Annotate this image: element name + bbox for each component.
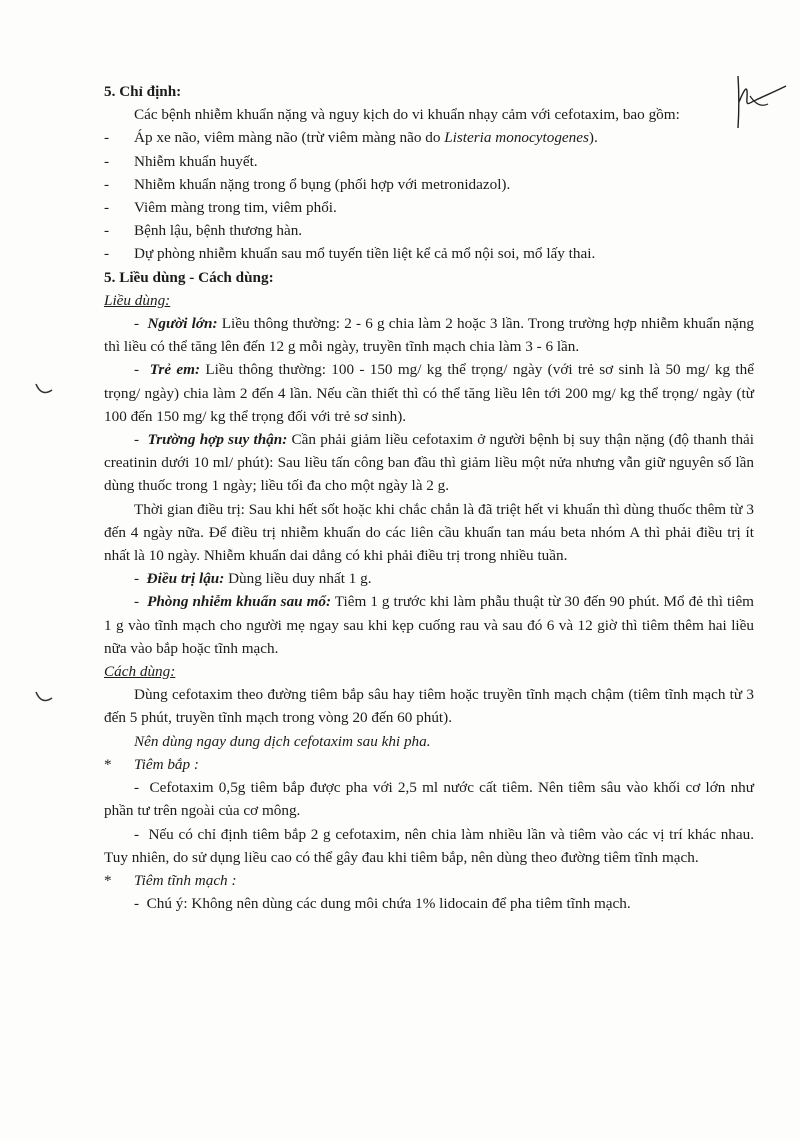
binder-mark: [34, 690, 54, 704]
prophylaxis-label: Phòng nhiễm khuẩn sau mổ:: [147, 593, 332, 611]
gonorrhea-label: Điều trị lậu:: [146, 570, 225, 588]
indication-intro: Các bệnh nhiễm khuẩn nặng và nguy kịch do vi khuẩn nhạy cảm với cefotaxim, bao gồm:: [134, 106, 680, 124]
list-dash: -: [104, 222, 110, 240]
list-item: - Áp xe não, viêm màng não (trừ viêm màng não do Listeria monocytogenes).: [104, 126, 754, 149]
adult-dose-paragraph: - Người lớn: Liều thông thường: 2 - 6 g chia làm 2 hoặc 3 lần. Trong trường hợp nhiễm khuẩn nặng thì liều có thể tăng lên đến 12 g mỗi ngày, truyền tĩnh mạch chia làm 3 - 6 lần.: [104, 315, 755, 356]
im-heading: * Tiêm bắp :: [104, 753, 754, 776]
binder-mark: [34, 382, 54, 396]
indication-heading: 5. Chỉ định:: [104, 83, 182, 100]
organism-name: Listeria monocytogenes: [444, 129, 589, 147]
list-item: - Nhiễm khuẩn nặng trong ổ bụng (phối hợp với metronidazol).: [104, 173, 754, 196]
list-dash: -: [104, 175, 110, 193]
administration-paragraph: Dùng cefotaxim theo đường tiêm bắp sâu hay tiêm hoặc truyền tĩnh mạch chậm (tiêm tĩnh mạch từ 3 đến 5 phút, truyền tĩnh mạch trong vòng 20 đến 60 phút).: [104, 686, 754, 727]
adult-label: Người lớn:: [147, 315, 218, 333]
list-item: - Bệnh lậu, bệnh thương hàn.: [104, 219, 754, 242]
dosage-subheading: Liều dùng:: [104, 291, 171, 309]
gonorrhea-paragraph: - Điều trị lậu: Dùng liều duy nhất 1 g.: [134, 570, 372, 588]
list-item: - Nhiễm khuẩn huyết.: [104, 150, 754, 173]
renal-label: Trường hợp suy thận:: [147, 431, 288, 449]
administration-note: Nên dùng ngay dung dịch cefotaxim sau khi pha.: [134, 732, 431, 750]
list-item: - Viêm màng trong tim, viêm phổi.: [104, 196, 754, 219]
duration-paragraph: Thời gian điều trị: Sau khi hết sốt hoặc khi chắc chắn là đã triệt hết vi khuẩn thì dùng thuốc thêm từ 3 đến 4 ngày nữa. Để điều trị nhiễm khuẩn do các liên cầu khuẩn tan máu beta nhóm A thì phải điều trị ít nhất là 10 ngày. Nhiễm khuẩn dai dẳng có khi phải điều trị trong nhiều tuần.: [104, 500, 754, 565]
administration-subheading: Cách dùng:: [104, 663, 176, 681]
iv-heading: * Tiêm tĩnh mạch :: [104, 869, 754, 892]
asterisk: *: [104, 871, 112, 889]
renal-dose-paragraph: - Trường hợp suy thận: Cần phải giảm liều cefotaxim ở người bệnh bị suy thận nặng (độ thanh thải creatinin dưới 10 ml/ phút): Sau liều tấn công ban đầu thì giảm liều một nửa nhưng vẫn giữ nguyên số lần dùng thuốc trong 1 ngày; liều tối đa cho một ngày là 2 g.: [104, 431, 755, 495]
asterisk: *: [104, 755, 112, 773]
list-dash: -: [104, 152, 110, 170]
prophylaxis-paragraph: - Phòng nhiễm khuẩn sau mổ: Tiêm 1 g trước khi làm phẫu thuật từ 30 đến 90 phút. Mổ đẻ thì tiêm 1 g vào tĩnh mạch cho người mẹ ngay sau khi kẹp cuống rau và sau đó 6 và 12 giờ thì tiêm thêm hai liều nữa vào bắp hoặc tĩnh mạch.: [104, 593, 754, 657]
child-label: Trẻ em:: [149, 361, 201, 379]
document-body: [104, 80, 754, 915]
list-dash: -: [104, 199, 110, 217]
dosage-heading: 5. Liều dùng - Cách dùng:: [104, 268, 274, 286]
child-dose-paragraph: - Trẻ em: Liều thông thường: 100 - 150 mg/ kg thể trọng/ ngày (với trẻ sơ sinh là 50 mg/ kg thể trọng/ ngày) chia làm 2 đến 4 lần. Nếu cần thiết thì có thể tăng liều lên tới 200 mg/ kg thể trọng/ ngày (từ 100 đến 150 mg/ kg thể trọng đối với trẻ sơ sinh).: [104, 361, 754, 425]
list-dash: -: [104, 245, 110, 263]
im-item: - Nếu có chỉ định tiêm bắp 2 g cefotaxim, nên chia làm nhiều lần và tiêm vào các vị trí khác nhau. Tuy nhiên, do sử dụng liều cao có thể gây đau khi tiêm bắp, nên dùng theo đường tiêm tĩnh mạch.: [104, 825, 755, 866]
iv-item: - Chú ý: Không nên dùng các dung môi chứa 1% lidocain để pha tiêm tĩnh mạch.: [134, 895, 631, 913]
list-item: - Dự phòng nhiễm khuẩn sau mổ tuyến tiền liệt kể cả mổ nội soi, mổ lấy thai.: [104, 242, 754, 265]
im-item: - Cefotaxim 0,5g tiêm bắp được pha với 2,5 ml nước cất tiêm. Nên tiêm sâu vào khối cơ lớn như phần tư trên ngoài của cơ mông.: [104, 779, 755, 820]
list-dash: -: [104, 129, 110, 147]
